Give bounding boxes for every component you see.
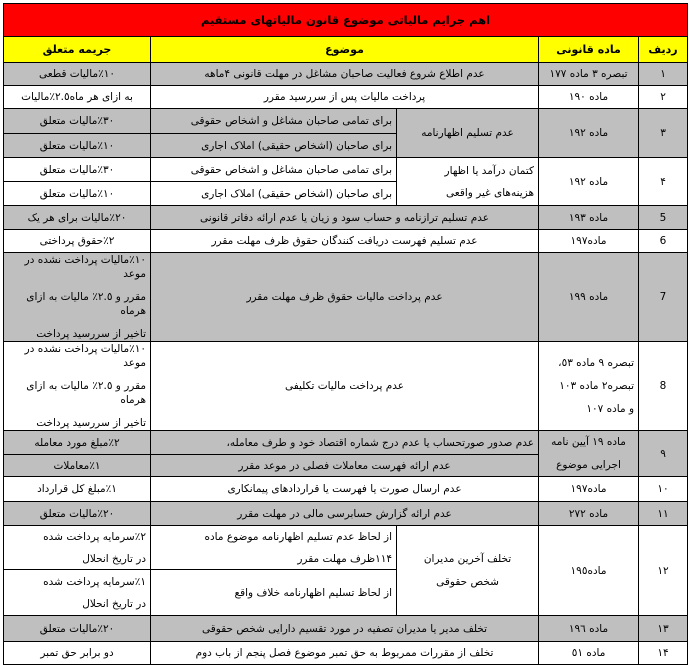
penalty: ١٠٪مالیات قطعی [4, 63, 151, 86]
penalty: ٢٪مبلغ مورد معامله [4, 431, 151, 455]
penalty-line: مقرر و ٢.٥٪ مالیات به ازای هرماه [26, 291, 147, 317]
subject: عدم ارسال صورت یا فهرست یا قراردادهای پیمانکاری [151, 477, 539, 502]
subject: عدم تسلیم ترازنامه و حساب سود و زیان یا عدم ارائه دفاتر قانونی [151, 206, 539, 230]
row-number: 7 [639, 253, 688, 342]
row-number: ٣ [639, 109, 688, 158]
row-number: ١٣ [639, 616, 688, 642]
row-number: ١۴ [639, 642, 688, 665]
row-number: ١٢ [639, 526, 688, 616]
table-row [4, 253, 688, 342]
penalty-line: ١٪سرمایه پرداخت شده [43, 575, 147, 588]
table-row [4, 63, 688, 86]
subject-line: تخلف آخرین مدیران [423, 553, 512, 565]
table-row [4, 109, 688, 134]
penalty: ٢٠٪مالیات متعلق [4, 502, 151, 526]
subject: عدم صدور صورتحساب یا عدم درج شماره اقتصاد خود و طرف معامله، [151, 431, 539, 455]
table-row [4, 477, 688, 502]
sub-subject: از لحاظ تسلیم اظهارنامه خلاف واقع [151, 570, 397, 616]
subject: پرداخت مالیات پس از سررسید مقرر [151, 86, 539, 109]
penalty: ١٪مبلغ کل قرارداد [4, 477, 151, 502]
header-mozoo: موضوع [151, 37, 539, 63]
subject: عدم پرداخت مالیات حقوق ظرف مهلت مقرر [151, 253, 539, 342]
row-number: ١ [639, 63, 688, 86]
article-line: ماده ١٩ آیین نامه [551, 436, 626, 448]
penalty: ٢٠٪مالیات برای هر یک [4, 206, 151, 230]
sub-subject: برای صاحبان (اشخاص حقیقی) املاک اجاری [151, 134, 397, 158]
penalty [4, 526, 151, 570]
row-number: ٢ [639, 86, 688, 109]
penalty [4, 570, 151, 616]
legal-article: ماده١٩٧ [539, 230, 639, 253]
penalty: ١٠٪مالیات متعلق [4, 182, 151, 206]
table-row [4, 158, 688, 182]
table-row [4, 342, 688, 431]
legal-article: تبصره ٣ ماده ١٧٧ [539, 63, 639, 86]
row-number: 8 [639, 342, 688, 431]
subject: تخلف مدیر یا مدیران تصفیه در مورد تقسیم دارایی شخص حقوقی [151, 616, 539, 642]
sub-subject: برای تمامی صاحبان مشاغل و اشخاص حقوقی [151, 109, 397, 134]
subject: عدم ارائه فهرست معاملات فصلی در موعد مقرر [151, 455, 539, 477]
subject: عدم ارائه گزارش حسابرسی مالی در مهلت مقرر [151, 502, 539, 526]
penalty-line: ١٠٪مالیات پرداخت نشده در موعد [24, 254, 147, 280]
legal-article: ماده ١٩٩ [539, 253, 639, 342]
penalty [4, 253, 151, 342]
article-line: و ماده ١٠٧ [586, 403, 635, 415]
legal-article: ماده ٥١ [539, 642, 639, 665]
table-row [4, 502, 688, 526]
penalties-table [3, 3, 688, 665]
penalty [4, 342, 151, 431]
article-line: تبصره٢ ماده ١٠٣ [559, 380, 635, 392]
header-jarime: جریمه متعلق [4, 37, 151, 63]
sub-subject-line: از لحاظ عدم تسلیم اظهارنامه موضوع ماده [204, 530, 393, 543]
article-line: تبصره ٩ ماده ٥٣، [558, 357, 635, 369]
subject-line: کتمان درآمد یا اظهار [444, 164, 535, 177]
legal-article: ماده١٩٧ [539, 477, 639, 502]
sub-subject: برای تمامی صاحبان مشاغل و اشخاص حقوقی [151, 158, 397, 182]
penalty: ٣٠٪مالیات متعلق [4, 158, 151, 182]
table-row [4, 230, 688, 253]
sub-subject-line: ١١۴ظرف مهلت مقرر [297, 552, 393, 565]
penalty: ٣٠٪مالیات متعلق [4, 109, 151, 134]
header-madde: ماده قانونی [539, 37, 639, 63]
article-line: اجرایی موضوع [556, 459, 621, 471]
table-row [4, 431, 688, 455]
subject-line: شخص حقوقی [436, 576, 499, 588]
penalty-line: ٢٪سرمایه پرداخت شده [43, 530, 147, 543]
legal-article [539, 431, 639, 477]
penalty: ١٠٪مالیات متعلق [4, 134, 151, 158]
table-title: اهم جرایم مالیاتی موضوع قانون مالیاتهای مستقیم [4, 4, 688, 37]
row-number: ۴ [639, 158, 688, 206]
subject: عدم تسلیم اظهارنامه [397, 109, 539, 158]
row-number: 6 [639, 230, 688, 253]
sub-subject: برای صاحبان (اشخاص حقیقی) املاک اجاری [151, 182, 397, 206]
legal-article: ماده ١٩٣ [539, 206, 639, 230]
header-radif: ردیف [639, 37, 688, 63]
penalty: به ازای هر ماه٢.٥٪مالیات [4, 86, 151, 109]
table-row [4, 86, 688, 109]
legal-article: ماده ١٩٦ [539, 616, 639, 642]
penalty-line: ١٠٪مالیات پرداخت نشده در موعد [24, 343, 147, 369]
penalty: ١٪معاملات [4, 455, 151, 477]
legal-article: ماده ١٩٠ [539, 86, 639, 109]
subject-line: هزینه‌های غیر واقعی [446, 186, 535, 199]
subject: عدم اطلاع شروع فعالیت صاحبان مشاغل در مهلت قانونی ۴ماهه [151, 63, 539, 86]
legal-article: ماده ١٩٢ [539, 158, 639, 206]
row-number: ١٠ [639, 477, 688, 502]
penalty: ٢٠٪مالیات متعلق [4, 616, 151, 642]
penalty-line: مقرر و ٢.٥٪ مالیات به ازای هرماه [26, 380, 147, 406]
subject: تخلف از مقررات ممربوط به حق تمبر موضوع فصل پنجم از باب دوم [151, 642, 539, 665]
table-row [4, 206, 688, 230]
subject [397, 526, 539, 616]
table-row [4, 616, 688, 642]
penalty-line: تاخیر از سررسید پرداخت [36, 417, 147, 429]
row-number: ٩ [639, 431, 688, 477]
subject: عدم پرداخت مالیات تکلیفی [151, 342, 539, 431]
legal-article: ماده ٢٧٢ [539, 502, 639, 526]
legal-article: ماده١٩٥ [539, 526, 639, 616]
penalty-line: در تاریخ انحلال [82, 552, 147, 565]
legal-article [539, 342, 639, 431]
row-number: 5 [639, 206, 688, 230]
legal-article: ماده ١٩٢ [539, 109, 639, 158]
penalty-line: در تاریخ انحلال [82, 597, 147, 610]
table-row [4, 642, 688, 665]
subject: عدم تسلیم فهرست دریافت کنندگان حقوق ظرف مهلت مقرر [151, 230, 539, 253]
penalty-line: تاخیر از سررسید پرداخت [36, 328, 147, 340]
penalty: دو برابر حق تمبر [4, 642, 151, 665]
table-row [4, 526, 688, 570]
row-number: ١١ [639, 502, 688, 526]
subject [397, 158, 539, 206]
sub-subject [151, 526, 397, 570]
penalty: ٢٪حقوق پرداختی [4, 230, 151, 253]
